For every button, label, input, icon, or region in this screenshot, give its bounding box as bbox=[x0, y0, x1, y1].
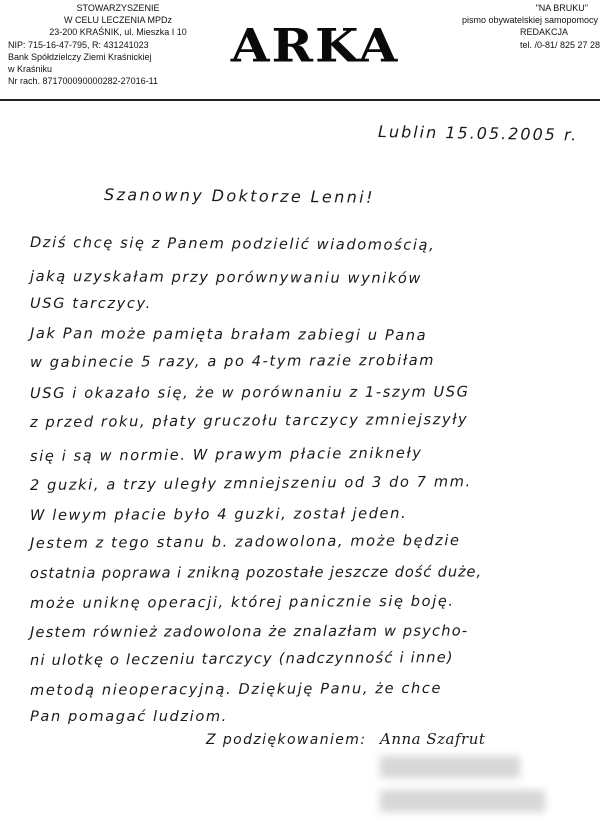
org-line: STOWARZYSZENIE bbox=[76, 3, 160, 13]
handwritten-signature: Anna Szafrut bbox=[380, 730, 486, 748]
editorial-subtitle: pismo obywatelskiej samopomocy bbox=[461, 15, 598, 26]
org-line: 23-200 KRAŚNIK, ul. Mieszka I 10 bbox=[49, 27, 187, 38]
editorial-telephone: tel. /0-81/ 825 27 28 bbox=[519, 39, 600, 50]
body-line: Jak Pan może pamięta brałam zabiegi u Pana bbox=[29, 325, 428, 345]
body-line: W lewym płacie było 4 guzki, został jeden. bbox=[29, 505, 408, 524]
editorial-header bbox=[405, 2, 600, 51]
body-line: może uniknę operacji, której panicznie się boję. bbox=[29, 592, 455, 612]
body-line: 2 guzki, a trzy uległy zmniejszeniu od 3 do 7 mm. bbox=[29, 473, 472, 494]
org-line: Bank Spółdzielczy Ziemi Kraśnickiej bbox=[8, 51, 152, 62]
salutation: Szanowny Doktorze Lenni! bbox=[103, 185, 376, 207]
body-line: z przed roku, płaty gruczołu tarczycy zmniejszyły bbox=[29, 410, 469, 431]
body-line: Jestem z tego stanu b. zadowolona, może będzie bbox=[29, 531, 461, 552]
body-line: Jestem również zadowolona że znalazłam w psycho- bbox=[29, 622, 469, 641]
body-line: jaką uzyskałam przy porównywaniu wyników bbox=[29, 268, 423, 288]
body-line: USG tarczycy. bbox=[30, 295, 152, 312]
body-line: ni ulotkę o leczeniu tarczycy (nadczynność i inne) bbox=[29, 649, 454, 669]
redacted-address-line bbox=[380, 756, 520, 778]
body-line: Dziś chcę się z Panem podzielić wiadomością, bbox=[29, 234, 436, 254]
header-divider bbox=[0, 99, 600, 101]
org-line: W CELU LECZENIA MPDz bbox=[63, 15, 173, 26]
redacted-address-line bbox=[380, 790, 545, 812]
letter-date: Lublin 15.05.2005 r. bbox=[377, 122, 579, 145]
body-line: się i są w normie. W prawym płacie znikneły bbox=[29, 444, 423, 465]
body-line: w gabinecie 5 razy, a po 4-tym razie zrobiłam bbox=[29, 351, 436, 371]
editorial-redakcja: REDAKCJA bbox=[519, 27, 568, 38]
closing: Z podziękowaniem: bbox=[206, 732, 367, 748]
body-line: Pan pomagać ludziom. bbox=[30, 708, 228, 725]
org-line: NIP: 715-16-47-795, R: 431241023 bbox=[8, 39, 149, 50]
body-line: ostatnia poprawa i znikną pozostałe jeszcze dość duże, bbox=[29, 563, 482, 582]
editorial-name: "NA BRUKU" bbox=[535, 3, 588, 13]
org-line: w Kraśniku bbox=[8, 64, 53, 75]
arka-logo: ARKA bbox=[230, 18, 400, 73]
org-line: Nr rach. 871700090000282-27016-11 bbox=[8, 76, 158, 87]
body-line: metodą nieoperacyjną. Dziękuję Panu, że chce bbox=[29, 679, 443, 699]
body-line: USG i okazało się, że w porównaniu z 1-szym USG bbox=[29, 383, 470, 402]
organization-header bbox=[8, 2, 228, 87]
